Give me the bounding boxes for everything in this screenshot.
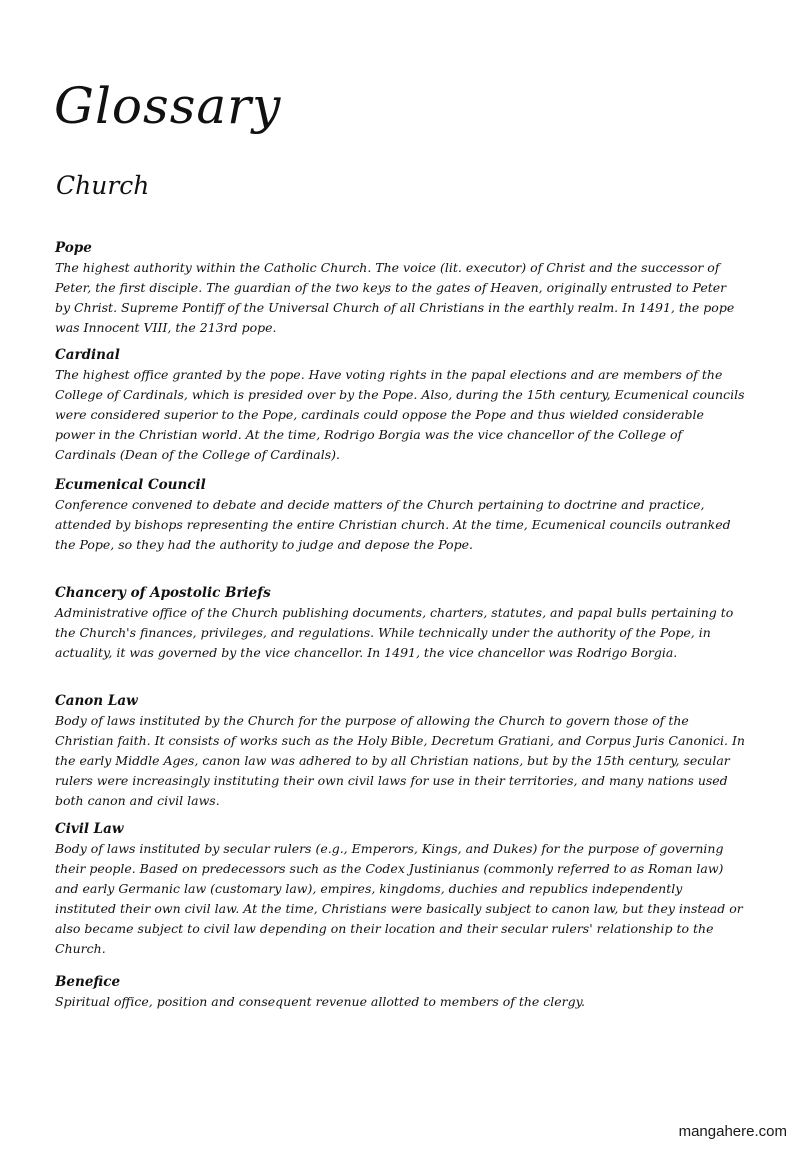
glossary-entry-canon-law	[55, 691, 745, 811]
glossary-entry-pope	[55, 238, 745, 338]
glossary-entry-benefice	[55, 972, 585, 1012]
entry-definition: The highest office granted by the pope. Have voting rights in the papal elections and are members of the College of Cardinals, which is presided over by the Pope. Also, during the 15th century, Ecumenical councils were considered superior to the Pope, cardinals could oppose the Pope and thus wielded considerable power in the Christian world. At the time, Rodrigo Borgia was the vice chancellor of the College of Cardinals (Dean of the College of Cardinals).	[55, 367, 745, 462]
entry-definition: Administrative office of the Church publishing documents, charters, statutes, and papal bulls pertaining to the Church's finances, privileges, and regulations. While technically under the authority of the Pope, in actuality, it was governed by the vice chancellor. In 1491, the vice chancellor was Rodrigo Borgia.	[55, 605, 734, 660]
section-title: Church	[56, 171, 150, 200]
page-title: Glossary	[54, 77, 282, 135]
glossary-entry-ecumenical-council	[55, 475, 745, 555]
glossary-entry-cardinal	[55, 345, 745, 465]
entry-definition: Conference convened to debate and decide matters of the Church pertaining to doctrine and practice, attended by bishops representing the entire Christian church. At the time, Ecumenical councils outranked the Pope, so they had the authority to judge and depose the Pope.	[55, 497, 731, 552]
watermark: mangahere.com	[678, 1123, 787, 1140]
entry-definition: Spiritual office, position and consequent revenue allotted to members of the clergy.	[55, 994, 586, 1009]
entry-definition: Body of laws instituted by the Church for the purpose of allowing the Church to govern those of the Christian faith. It consists of works such as the Holy Bible, Decretum Gratiani, and Corpus Juris Canonici. In the early Middle Ages, canon law was adhered to by all Christian nations, but by the 15th century, secular rulers were increasingly instituting their own civil laws for use in their territories, and many nations used both canon and civil laws.	[55, 713, 745, 808]
entry-definition: Body of laws instituted by secular rulers (e.g., Emperors, Kings, and Dukes) for the purpose of governing their people. Based on predecessors such as the Codex Justinianus (commonly referred to as Roman law) and early Germanic law (customary law), empires, kingdoms, duchies and republics independently instituted their own civil law. At the time, Christians were basically subject to canon law, but they instead or also became subject to civil law depending on their location and their secular rulers' relationship to the Church.	[55, 841, 743, 956]
entry-term: Cardinal	[55, 347, 120, 363]
entry-term: Ecumenical Council	[55, 477, 206, 493]
entry-term: Civil Law	[55, 821, 124, 837]
entry-term: Chancery of Apostolic Briefs	[55, 585, 271, 601]
glossary-entry-chancery	[55, 583, 745, 663]
entry-term: Benefice	[55, 974, 121, 990]
entry-term: Canon Law	[55, 693, 138, 709]
glossary-entry-civil-law	[55, 819, 745, 959]
entry-definition: The highest authority within the Catholic Church. The voice (lit. executor) of Christ and the successor of Peter, the first disciple. The guardian of the two keys to the gates of Heaven, originally entrusted to Peter by Christ. Supreme Pontiff of the Universal Church of all Christians in the earthly realm. In 1491, the pope was Innocent VIII, the 213rd pope.	[55, 260, 735, 335]
entry-term: Pope	[55, 240, 92, 256]
